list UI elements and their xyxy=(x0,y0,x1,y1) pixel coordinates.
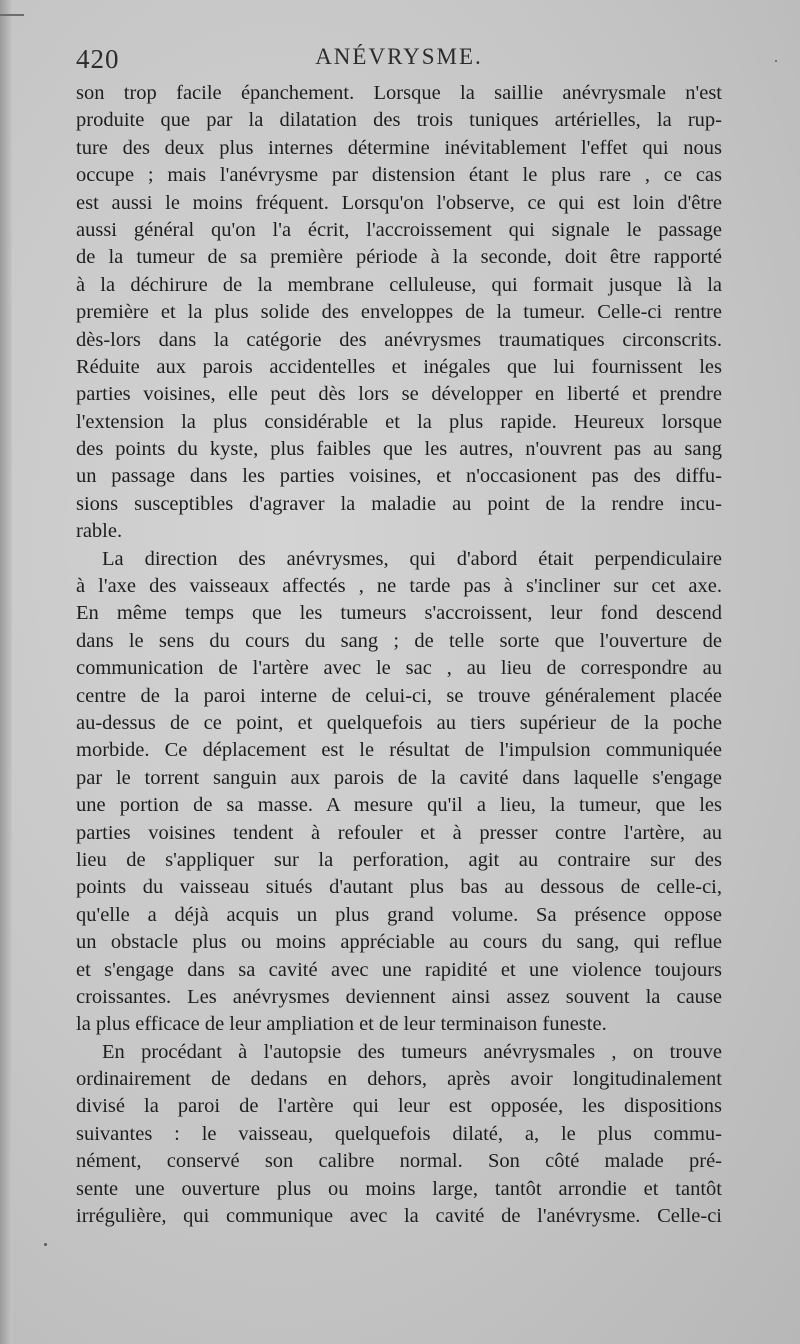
text-line: rable. xyxy=(76,520,123,543)
margin-mark xyxy=(0,14,24,16)
text-line: sions susceptibles d'agraver la maladie au point de la rendre incu- xyxy=(76,492,722,515)
text-line: dès-lors dans la catégorie des anévrysmes traumatiques circonscrits. xyxy=(76,328,722,351)
text-line: Réduite aux parois accidentelles et inégales que lui fournissent les xyxy=(76,355,722,378)
running-head xyxy=(76,40,722,76)
text-line: morbide. Ce déplacement est le résultat de l'impulsion communiquée xyxy=(76,739,722,762)
text-line: produite que par la dilatation des trois tuniques artérielles, la rup- xyxy=(76,109,722,132)
text-line: à l'axe des vaisseaux affectés , ne tarde pas à s'incliner sur cet axe. xyxy=(76,575,722,598)
text-line: ture des deux plus internes détermine inévitablement l'effet qui nous xyxy=(76,136,722,159)
text-line: la plus efficace de leur ampliation et de leur terminaison funeste. xyxy=(76,1013,607,1036)
text-line: dans le sens du cours du sang ; de telle sorte que l'ouverture de xyxy=(76,629,722,652)
text-line: ordinairement de dedans en dehors, après avoir longitudinalement xyxy=(76,1068,722,1091)
text-line: des points du kyste, plus faibles que les autres, n'ouvrent pas au sang xyxy=(76,438,722,461)
paragraph xyxy=(76,1039,722,1231)
text-line: son trop facile épanchement. Lorsque la saillie anévrysmale n'est xyxy=(76,82,722,104)
page-number: 420 xyxy=(76,44,120,74)
text-line: croissantes. Les anévrysmes deviennent ainsi assez souvent la cause xyxy=(76,985,722,1008)
body-text xyxy=(76,80,722,1230)
text-line: En procédant à l'autopsie des tumeurs anévrysmales , on trouve xyxy=(102,1040,722,1063)
text-line: communication de l'artère avec le sac , au lieu de correspondre au xyxy=(76,657,722,680)
text-line: et s'engage dans sa cavité avec une rapidité et une violence toujours xyxy=(76,958,722,981)
text-line: sente une ouverture plus ou moins large, tantôt arrondie et tantôt xyxy=(76,1177,722,1200)
text-line: centre de la paroi interne de celui-ci, se trouve généralement placée xyxy=(76,684,722,707)
text-line: occupe ; mais l'anévrysme par distension étant le plus rare , ce cas xyxy=(76,164,722,187)
text-line: suivantes : le vaisseau, quelquefois dilaté, a, le plus commu- xyxy=(76,1122,722,1145)
text-line: au-dessus de ce point, et quelquefois au tiers supérieur de la poche xyxy=(76,711,722,734)
paragraph xyxy=(76,546,722,1039)
text-line: points du vaisseau situés d'autant plus bas au dessous de celle-ci, xyxy=(76,876,722,899)
text-line: première et la plus solide des enveloppes de la tumeur. Celle-ci rentre xyxy=(76,301,722,324)
ink-speck xyxy=(44,1243,47,1246)
text-line: l'extension la plus considérable et la plus rapide. Heureux lorsque xyxy=(76,410,722,433)
text-line: lieu de s'appliquer sur la perforation, agit au contraire sur des xyxy=(76,848,722,871)
text-line: aussi général qu'on l'a écrit, l'accroissement qui signale le passage xyxy=(76,218,722,241)
text-line: La direction des anévrysmes, qui d'abord était perpendiculaire xyxy=(102,547,722,570)
text-line: divisé la paroi de l'artère qui leur est opposée, les dispositions xyxy=(76,1095,722,1118)
text-line: un passage dans les parties voisines, et n'occasionent pas des diffu- xyxy=(76,465,722,488)
text-line: de la tumeur de sa première période à la seconde, doit être rapporté xyxy=(76,246,722,269)
ink-speck xyxy=(775,60,777,62)
text-line: irrégulière, qui communique avec la cavité de l'anévrysme. Celle-ci xyxy=(76,1205,722,1228)
text-line: à la déchirure de la membrane celluleuse, qui formait jusque là la xyxy=(76,273,722,296)
running-title: ANÉVRYSME. xyxy=(315,44,483,69)
paragraph xyxy=(76,80,722,546)
text-line: parties voisines, elle peut dès lors se développer en liberté et prendre xyxy=(76,383,722,406)
text-line: parties voisines tendent à refouler et à presser contre l'artère, au xyxy=(76,821,722,844)
text-line: nément, conservé son calibre normal. Son côté malade pré- xyxy=(76,1150,722,1173)
text-line: est aussi le moins fréquent. Lorsqu'on l'observe, ce qui est loin d'être xyxy=(76,191,722,214)
text-line: un obstacle plus ou moins appréciable au cours du sang, qui reflue xyxy=(76,931,722,954)
text-line: En même temps que les tumeurs s'accroissent, leur fond descend xyxy=(76,602,722,625)
text-line: une portion de sa masse. A mesure qu'il a lieu, la tumeur, que les xyxy=(76,794,722,817)
text-line: qu'elle a déjà acquis un plus grand volume. Sa présence oppose xyxy=(76,903,722,926)
text-line: par le torrent sanguin aux parois de la cavité dans laquelle s'engage xyxy=(76,766,722,789)
page-edge-shadow xyxy=(0,0,12,1344)
